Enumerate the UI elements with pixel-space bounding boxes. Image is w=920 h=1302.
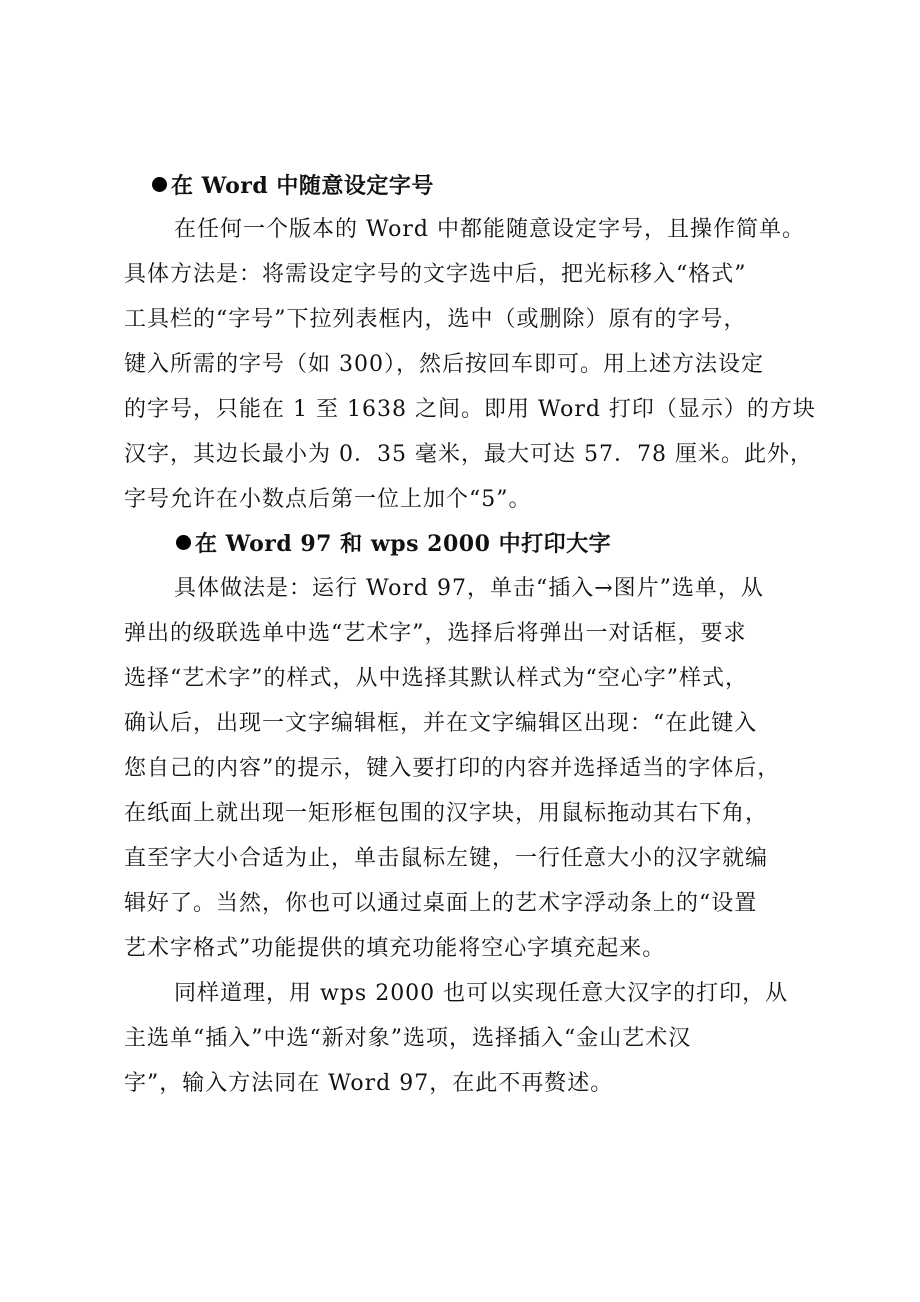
paragraph-line: 确认后，出现一文字编辑框，并在文字编辑区出现：“在此键入	[124, 711, 758, 736]
bullet-icon	[152, 177, 167, 192]
paragraph-line: 弹出的级联选单中选“艺术字”，选择后将弹出一对话框，要求	[124, 621, 747, 646]
paragraph-line: 字”，输入方法同在 Word 97，在此不再赘述。	[124, 1071, 614, 1096]
paragraph-line: 主选单“插入”中选“新对象”选项，选择插入“金山艺术汉	[124, 1026, 692, 1051]
paragraph-line: 字号允许在小数点后第一位上加个“5”。	[124, 487, 532, 512]
section2-heading	[176, 530, 611, 558]
paragraph-line: 的字号，只能在 1 至 1638 之间。即用 Word 打印（显示）的方块	[124, 397, 816, 422]
paragraph-line: 在任何一个版本的 Word 中都能随意设定字号，且操作简单。	[174, 217, 805, 242]
paragraph-line: 具体方法是：将需设定字号的文字选中后，把光标移入“格式”	[124, 262, 747, 287]
paragraph-line: 在纸面上就出现一矩形框包围的汉字块，用鼠标拖动其右下角，	[124, 801, 769, 826]
paragraph-line: 汉字，其边长最小为 0．35 毫米，最大可达 57．78 厘米。此外，	[124, 442, 813, 467]
paragraph-line: 艺术字格式”功能提供的填充功能将空心字填充起来。	[124, 936, 666, 961]
section1-title: 在 Word 中随意设定字号	[171, 173, 434, 199]
paragraph-line: 直至字大小合适为止，单击鼠标左键，一行任意大小的汉字就编	[124, 846, 769, 871]
section1-heading	[152, 172, 434, 200]
paragraph-line: 键入所需的字号（如 300），然后按回车即可。用上述方法设定	[124, 352, 764, 377]
paragraph-line: 您自己的内容”的提示，键入要打印的内容并选择适当的字体后，	[124, 756, 781, 781]
bullet-icon	[176, 535, 191, 550]
paragraph-line: 同样道理，用 wps 2000 也可以实现任意大汉字的打印，从	[174, 981, 789, 1006]
section2-title: 在 Word 97 和 wps 2000 中打印大字	[195, 531, 612, 557]
paragraph-line: 辑好了。当然，你也可以通过桌面上的艺术字浮动条上的“设置	[124, 891, 758, 916]
paragraph-line: 具体做法是：运行 Word 97，单击“插入→图片”选单，从	[174, 576, 764, 601]
paragraph-line: 选择“艺术字”的样式，从中选择其默认样式为“空心字”样式，	[124, 666, 748, 691]
paragraph-line: 工具栏的“字号”下拉列表框内，选中（或删除）原有的字号，	[124, 307, 747, 332]
